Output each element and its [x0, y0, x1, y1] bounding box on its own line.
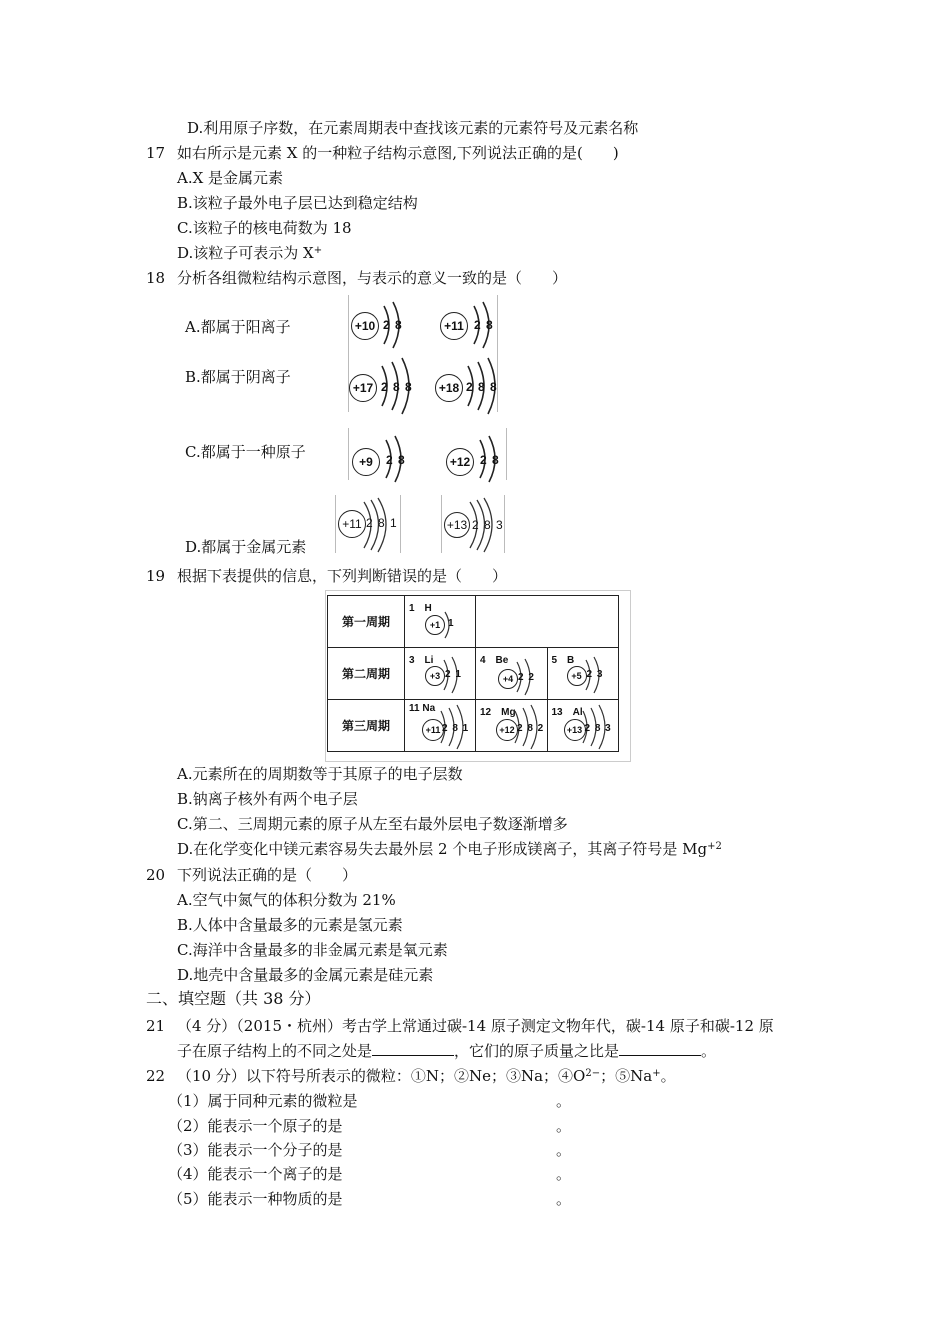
- q17-number: 17: [146, 144, 166, 162]
- row-header-period-3: 第三周期: [328, 700, 405, 752]
- q18-option-b: B.都属于阴离子: [185, 368, 291, 386]
- nucleus: +10: [351, 312, 379, 340]
- table-row: [328, 700, 619, 752]
- q19-number: 19: [146, 567, 166, 585]
- answer-blank[interactable]: [372, 1041, 454, 1056]
- nucleus: +17: [349, 374, 377, 402]
- element-label: 1 H: [409, 603, 432, 614]
- element-label: 3 Li: [409, 655, 434, 666]
- electron-counts: 1: [448, 618, 455, 629]
- q20-number: 20: [146, 866, 166, 884]
- q19-stem: 根据下表提供的信息，下列判断错误的是（ ）: [177, 567, 508, 585]
- element-cell-h: [405, 596, 476, 648]
- table-row: [328, 596, 619, 648]
- electron-counts: 2 8 1: [442, 723, 470, 734]
- q20-option-a: A.空气中氮气的体积分数为 21%: [177, 891, 396, 909]
- q22-item-end: 。: [556, 1117, 572, 1135]
- element-cell-b: [547, 648, 619, 700]
- q20-stem: 下列说法正确的是（ ）: [177, 866, 358, 884]
- q22-item: （4）能表示一个离子的是: [168, 1165, 343, 1183]
- q21-line1: （4 分）（2015・杭州）考古学上常通过碳-14 原子测定文物年代，碳-14 原子和碳-12 原: [177, 1017, 774, 1035]
- row-header-period-2: 第二周期: [328, 648, 405, 700]
- q19-option-d: D.在化学变化中镁元素容易失去最外层 2 个电子形成镁离子，其离子符号是 $Mg^{+2}$: [177, 840, 722, 858]
- nucleus: +3: [425, 666, 445, 686]
- electron-counts: 2 8: [383, 318, 403, 332]
- q17-option-b: B.该粒子最外电子层已达到稳定结构: [177, 194, 418, 212]
- q22-item: （2）能表示一个原子的是: [168, 1117, 343, 1135]
- nucleus: +4: [498, 669, 518, 689]
- nucleus: +11: [422, 719, 444, 741]
- electron-counts: 2 8: [474, 318, 494, 332]
- q16-option-d: D.利用原子序数，在元素周期表中查找该元素的元素符号及元素名称: [187, 119, 639, 137]
- element-label: 4 Be: [480, 655, 509, 666]
- q22-item: （5）能表示一种物质的是: [168, 1190, 343, 1208]
- electron-counts: 2 8 3: [472, 518, 504, 532]
- q18-stem: 分析各组微粒结构示意图，与表示的意义一致的是（ ）: [177, 269, 568, 287]
- electron-counts: 2 8 1: [366, 516, 398, 530]
- q18-number: 18: [146, 269, 166, 287]
- periodic-table: [327, 595, 619, 752]
- section-heading: 二、填空题（共 38 分）: [146, 989, 321, 1008]
- q22-item-end: 。: [556, 1141, 572, 1159]
- electron-counts: 2 8: [480, 453, 500, 467]
- q17-option-a: A.X 是金属元素: [177, 169, 284, 187]
- element-label: 11 Na: [409, 703, 436, 714]
- electron-counts: 2 2: [518, 672, 535, 683]
- electron-counts: 2 1: [445, 669, 462, 680]
- element-cell-li: [405, 648, 476, 700]
- q17-option-c: C.该粒子的核电荷数为 18: [177, 219, 352, 237]
- element-label: 13 Al: [551, 707, 583, 718]
- element-cell-na: [405, 700, 476, 752]
- nucleus: +11: [338, 510, 366, 538]
- q21-number: 21: [146, 1017, 166, 1035]
- q18-option-a: A.都属于阳离子: [185, 318, 291, 336]
- element-cell-al: [547, 700, 619, 752]
- electron-counts: 2 3: [586, 669, 604, 680]
- q22-number: 22: [146, 1067, 166, 1085]
- q18-option-d: D.都属于金属元素: [185, 538, 307, 556]
- electron-counts: 2 8: [386, 453, 406, 467]
- nucleus: +5: [567, 666, 587, 686]
- electron-counts: 2 8 8: [381, 380, 413, 394]
- electron-counts: 2 8 8: [466, 380, 498, 394]
- q22-item-end: 。: [556, 1190, 572, 1208]
- table-row: [328, 648, 619, 700]
- element-label: 12 Mg: [480, 707, 516, 718]
- answer-blank[interactable]: [619, 1041, 701, 1056]
- row-header-period-1: 第一周期: [328, 596, 405, 648]
- q19-option-b: B.钠离子核外有两个电子层: [177, 790, 358, 808]
- q22-stem: （10 分）以下符号所表示的微粒：①N；②Ne；③Na；$④O^{2-}$；⑤Na+。: [177, 1067, 676, 1085]
- element-cell-mg: [476, 700, 548, 752]
- electron-counts: 2 8 3: [584, 723, 612, 734]
- nucleus: +9: [352, 448, 380, 476]
- q20-option-b: B.人体中含量最多的元素是氢元素: [177, 916, 403, 934]
- nucleus: +12: [496, 719, 518, 741]
- q19-option-c: C.第二、三周期元素的原子从左至右最外层电子数逐渐增多: [177, 815, 568, 833]
- q22-item: （3）能表示一个分子的是: [168, 1141, 343, 1159]
- q20-option-d: D.地壳中含量最多的金属元素是硅元素: [177, 966, 434, 984]
- nucleus: +18: [435, 374, 463, 402]
- nucleus: +13: [444, 512, 470, 538]
- q19-option-a: A.元素所在的周期数等于其原子的电子层数: [177, 765, 463, 783]
- q18-option-c: C.都属于一种原子: [185, 443, 306, 461]
- q17-option-d: D.该粒子可表示为 X+: [177, 244, 323, 262]
- q22-item: （1）属于同种元素的微粒是: [168, 1092, 358, 1110]
- q22-item-end: 。: [556, 1092, 572, 1110]
- q20-option-c: C.海洋中含量最多的非金属元素是氧元素: [177, 941, 448, 959]
- element-cell-be: [476, 648, 548, 700]
- nucleus: +13: [564, 719, 586, 741]
- nucleus: +1: [425, 615, 445, 635]
- nucleus: +11: [440, 312, 468, 340]
- q22-item-end: 。: [556, 1165, 572, 1183]
- q21-line2: 子在原子结构上的不同之处是 ，它们的原子质量之比是 。: [177, 1042, 717, 1060]
- empty-cell: [476, 596, 619, 648]
- q17-stem: 如右所示是元素 X 的一种粒子结构示意图,下列说法正确的是( ): [177, 144, 619, 162]
- element-label: 5 B: [551, 655, 575, 666]
- nucleus: +12: [446, 448, 474, 476]
- electron-counts: 2 8 2: [517, 723, 545, 734]
